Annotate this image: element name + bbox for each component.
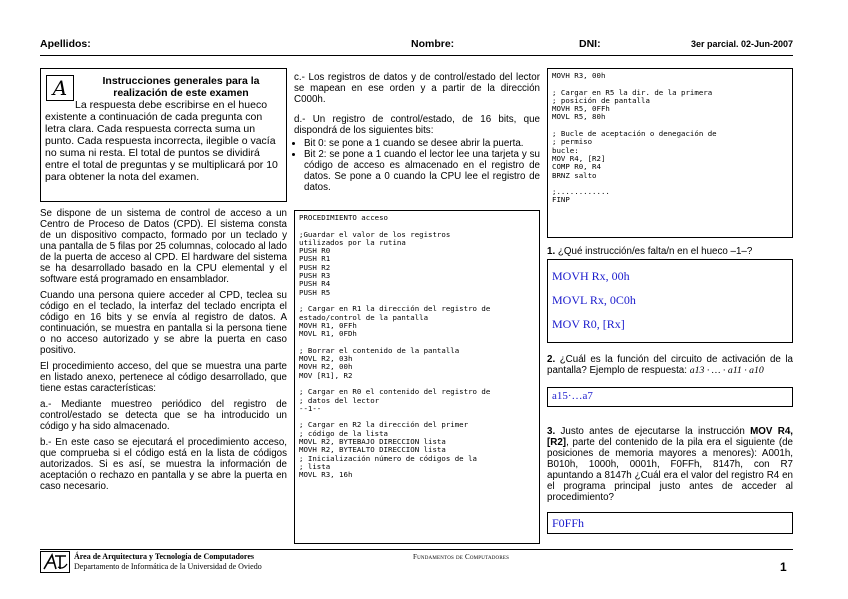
bit-item: • Bit 0: se pone a 1 cuando se desee abrir la puerta.	[304, 138, 540, 149]
question-text: ¿Cuál es la función del circuito de activación de la pantalla? Ejemplo de respuesta:	[547, 354, 793, 376]
code-listing-2	[547, 68, 793, 238]
answer-line: MOVH Rx, 00h	[552, 269, 630, 283]
paragraph: El procedimiento acceso, del que se muestra una parte en listado anexo, pertenece al código desarrollado, que tiene estas características:	[40, 361, 287, 394]
paragraph: Cuando una persona quiere acceder al CPD, teclea su código en el teclado, la interfaz del teclado encripta el código en 16 bits y se envía al registro de datos. A continuación, se muestra en pantalla si la persona tiene o no acceso autorizado y se abre la puerta en caso positivo.	[40, 290, 287, 356]
answer-box-2[interactable]	[547, 387, 793, 407]
paragraph-d: d.- Un registro de control/estado, de 16 bits, que dispondrá de los siguientes bits:	[294, 114, 540, 136]
code-text: MOVH R3, 00h ; Cargar en R5 la dir. de la primera ; posición de pantalla MOVH R5, 0FFh MOVL R5, 80h ; Bucle de aceptación o denegación de ; permiso bucle: MOV R4, [R2] COMP R0, R4 BRNZ salto ;............ FINP	[552, 71, 717, 205]
question-number: 2.	[547, 354, 556, 365]
problem-statement	[40, 208, 287, 492]
paragraph: a.- Mediante muestreo periódico del registro de control/estado se detecta que se ha introducido un código y ha sido almacenado.	[40, 399, 287, 432]
question-text: , parte del contenido de la pila era el siguiente (de posiciones de memoria mayores a menores): A001h, B010h, 1000h, 0001h, F0FFh, 8147h, con R7 apuntando a 8147h ¿Cuál era el valor del registro R4 en el programa principal justo antes de acceder al procedimiento?	[547, 437, 793, 503]
atc-logo-icon	[41, 552, 69, 572]
atc-logo	[40, 551, 70, 573]
dni-label: DNI:	[579, 38, 601, 50]
instructions-box	[40, 68, 287, 202]
page-number: 1	[780, 560, 787, 574]
answer-text: F0FFh	[552, 516, 585, 530]
answer-text: a15·…a7	[552, 390, 593, 402]
instructions-body: La respuesta debe escribirse en el hueco existente a continuación de cada pregunta con letra clara. Cada respuesta correcta suma un punto. Cada respuesta incorrecta, ilegible o vacía no suma ni resta. El total de puntos se dividirá entre el total de preguntas y se multiplicará por 10 para obtener la nota del examen.	[45, 99, 278, 183]
answer-box-3[interactable]	[547, 512, 793, 534]
footer-area: Área de Arquitectura y Tecnología de Computadores	[74, 552, 255, 561]
model-letter: A	[46, 75, 74, 101]
code-text: PROCEDIMIENTO acceso ;Guardar el valor de los registros utilizados por la rutina PUSH R0 PUSH R1 PUSH R2 PUSH R3 PUSH R4 PUSH R5 ; Cargar en R1 la dirección del registro de estado/control de la pantalla MOVH R1, 0FFh MOVL R1, 0FDh ; Borrar el contenido de la pantalla MOVL R2, 03h MOVH R2, 00h MOV [R1], R2 ; Cargar en R0 el contenido del registro de ; datos del lector --1-- ; Cargar en R2 la dirección del primer ; código de la lista MOVL R2, BYTEBAJO DIRECCION lista MOVH R2, BYTEALTO DIRECCION lista ; Inicialización número de códigos de la ; lista MOVL R3, 16h	[299, 213, 491, 480]
answer-box-1[interactable]	[547, 259, 793, 343]
question-1	[547, 246, 793, 257]
exam-title: 3er parcial. 02-Jun-2007	[690, 39, 793, 49]
footer-dept: Departamento de Informática de la Universidad de Oviedo	[74, 562, 262, 571]
code-listing-1	[294, 210, 540, 544]
footer-divider	[40, 549, 793, 550]
answer-line: MOVL Rx, 0C0h	[552, 293, 636, 307]
example-expression: a13 · … · a11 · a10	[689, 365, 764, 376]
question-text: ¿Qué instrucción/es falta/n en el hueco –1–?	[557, 246, 753, 257]
nombre-label: Nombre:	[411, 38, 455, 50]
header-divider	[40, 55, 793, 56]
apellidos-label: Apellidos:	[40, 38, 91, 50]
footer-course: Fundamentos de Computadores	[413, 553, 510, 561]
question-text: Justo antes de ejecutarse la instrucción	[560, 426, 745, 437]
question-2	[547, 354, 793, 376]
paragraph: b.- En este caso se ejecutará el procedimiento acceso, que comprueba si el código está en la lista de códigos autorizados. Si es así, se muestra la información de aceptación o rechazo en pantalla y se abre la puerta en caso necesario.	[40, 437, 287, 492]
paragraph-c: c.- Los registros de datos y de control/estado del lector se mapean en ese orden y a partir de la dirección C000h.	[294, 72, 540, 105]
answer-line: MOV R0, [Rx]	[552, 317, 625, 331]
question-number: 1.	[547, 246, 556, 257]
question-3	[547, 426, 793, 503]
paragraph: Se dispone de un sistema de control de acceso a un Centro de Proceso de Datos (CPD). El sistema consta de un dispositivo compacto, formado por un teclado y una pantalla de 5 filas por 25 columnas, colocado al lado de la puerta de acceso al CPD. El hardware del sistema se ha desarrollado basado en la CPU elemental y el software está programado en ensamblador.	[40, 208, 287, 285]
instruction-ref: MOV R4, [R2]	[547, 426, 793, 448]
bit-item: • Bit 2: se pone a 1 cuando el lector lee una tarjeta y su código de acceso es almacenado en el registro de datos. Se pone a 0 cuando la CPU lee el registro de datos.	[304, 149, 540, 193]
question-number: 3.	[547, 426, 556, 437]
instructions-title: Instrucciones generales para la realización de este examen	[102, 75, 260, 99]
characteristics	[294, 72, 540, 193]
bit-list	[294, 138, 540, 193]
